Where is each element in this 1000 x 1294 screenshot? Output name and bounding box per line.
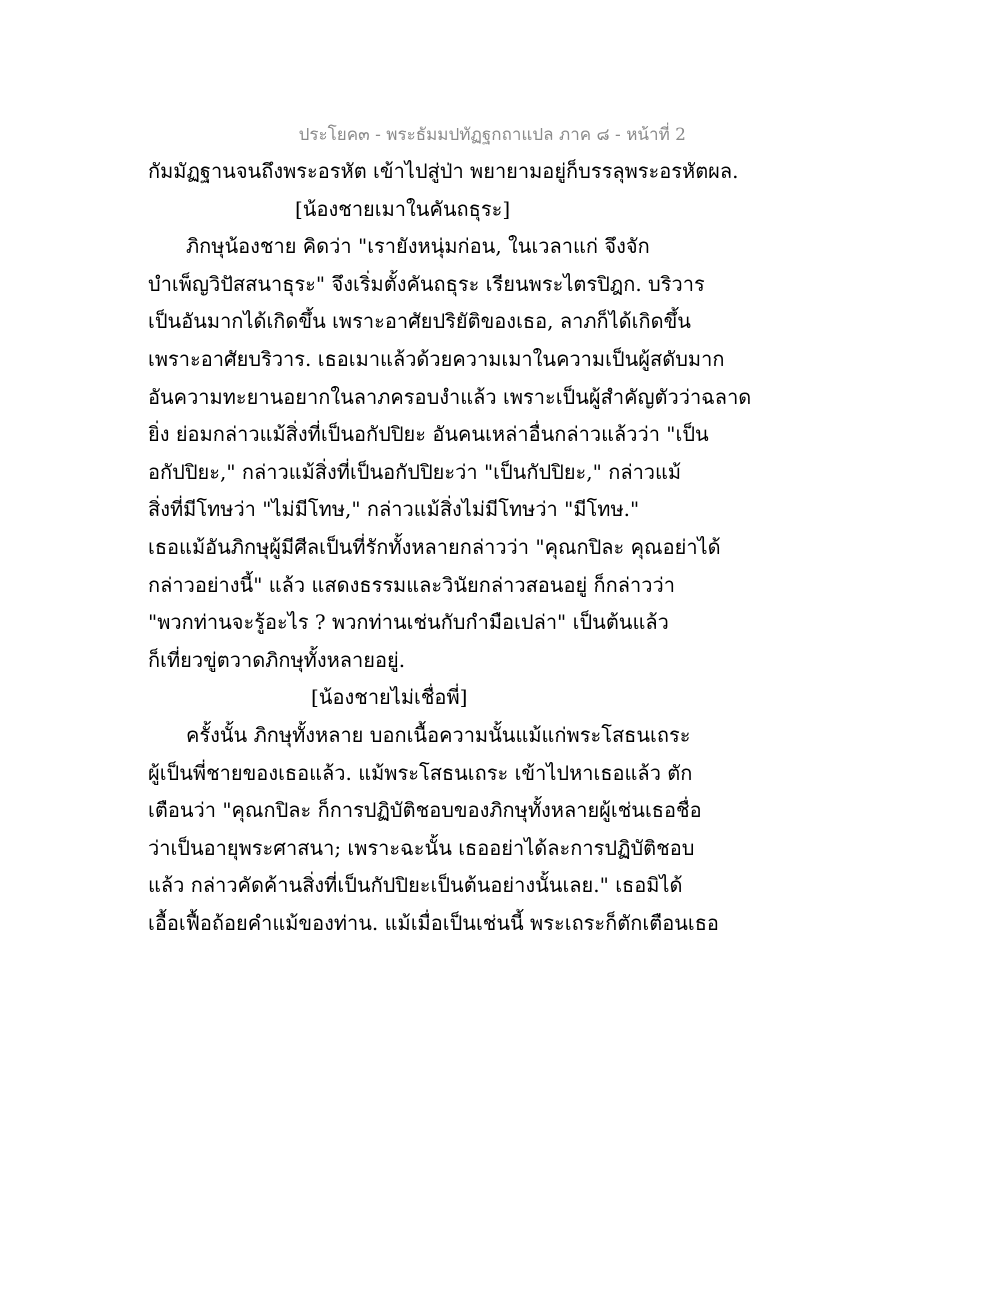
text-line: ภิกษุน้องชาย คิดว่า "เรายังหนุ่มก่อน, ในเวลาแก่ จึงจัก (186, 234, 650, 258)
section-heading: [น้องชายเมาในคันถธุระ] (295, 197, 511, 221)
text-line: ว่าเป็นอายุพระศาสนา; เพราะฉะนั้น เธออย่าได้ละการปฏิบัติชอบ (148, 836, 695, 860)
running-header: ประโยค๓ - พระธัมมปทัฏฐกถาแปล ภาค ๘ - หน้าที่ 2 (298, 125, 686, 145)
text-line: อกัปปิยะ," กล่าวแม้สิ่งที่เป็นอกัปปิยะว่า "เป็นกัปปิยะ," กล่าวแม้ (148, 460, 682, 484)
section-heading: [น้องชายไม่เชื่อพี่] (311, 685, 468, 709)
text-line: ครั้งนั้น ภิกษุทั้งหลาย บอกเนื้อความนั้นแม้แก่พระโสธนเถระ (186, 723, 691, 747)
text-line: เธอแม้อันภิกษุผู้มีศีลเป็นที่รักทั้งหลายกล่าวว่า "คุณกปิละ คุณอย่าได้ (148, 535, 721, 559)
text-line: กัมมัฏฐานจนถึงพระอรหัต เข้าไปสู่ป่า พยายามอยู่ก็บรรลุพระอรหัตผล. (148, 159, 739, 183)
text-line: ก็เที่ยวขู่ตวาดภิกษุทั้งหลายอยู่. (148, 648, 406, 672)
text-line: เอื้อเฟื้อถ้อยคำแม้ของท่าน. แม้เมื่อเป็นเช่นนี้ พระเถระก็ตักเตือนเธอ (148, 911, 719, 935)
text-line: ยิ่ง ย่อมกล่าวแม้สิ่งที่เป็นอกัปปิยะ อันคนเหล่าอื่นกล่าวแล้วว่า "เป็น (148, 422, 709, 446)
text-line: บำเพ็ญวิปัสสนาธุระ" จึงเริ่มตั้งคันถธุระ เรียนพระไตรปิฎก. บริวาร (148, 272, 705, 296)
text-line: เตือนว่า "คุณกปิละ ก็การปฏิบัติชอบของภิกษุทั้งหลายผู้เช่นเธอชื่อ (148, 798, 702, 822)
text-line: ผู้เป็นพี่ชายของเธอแล้ว. แม้พระโสธนเถระ เข้าไปหาเธอแล้ว ตัก (148, 761, 693, 785)
text-line: เป็นอันมากได้เกิดขึ้น เพราะอาศัยปริยัติของเธอ, ลาภก็ได้เกิดขึ้น (148, 309, 691, 333)
text-line: แล้ว กล่าวคัดค้านสิ่งที่เป็นกัปปิยะเป็นต้นอย่างนั้นเลย." เธอมิได้ (148, 873, 683, 897)
text-line: สิ่งที่มีโทษว่า "ไม่มีโทษ," กล่าวแม้สิ่งไม่มีโทษว่า "มีโทษ." (148, 497, 640, 521)
text-line: "พวกท่านจะรู้อะไร ? พวกท่านเช่นกับกำมือเปล่า" เป็นต้นแล้ว (148, 610, 669, 634)
text-line: กล่าวอย่างนี้" แล้ว แสดงธรรมและวินัยกล่าวสอนอยู่ ก็กล่าวว่า (148, 573, 675, 597)
text-line: อันความทะยานอยากในลาภครอบงำแล้ว เพราะเป็นผู้สำคัญตัวว่าฉลาด (148, 385, 752, 409)
text-line: เพราะอาศัยบริวาร. เธอเมาแล้วด้วยความเมาในความเป็นผู้สดับมาก (148, 347, 725, 371)
